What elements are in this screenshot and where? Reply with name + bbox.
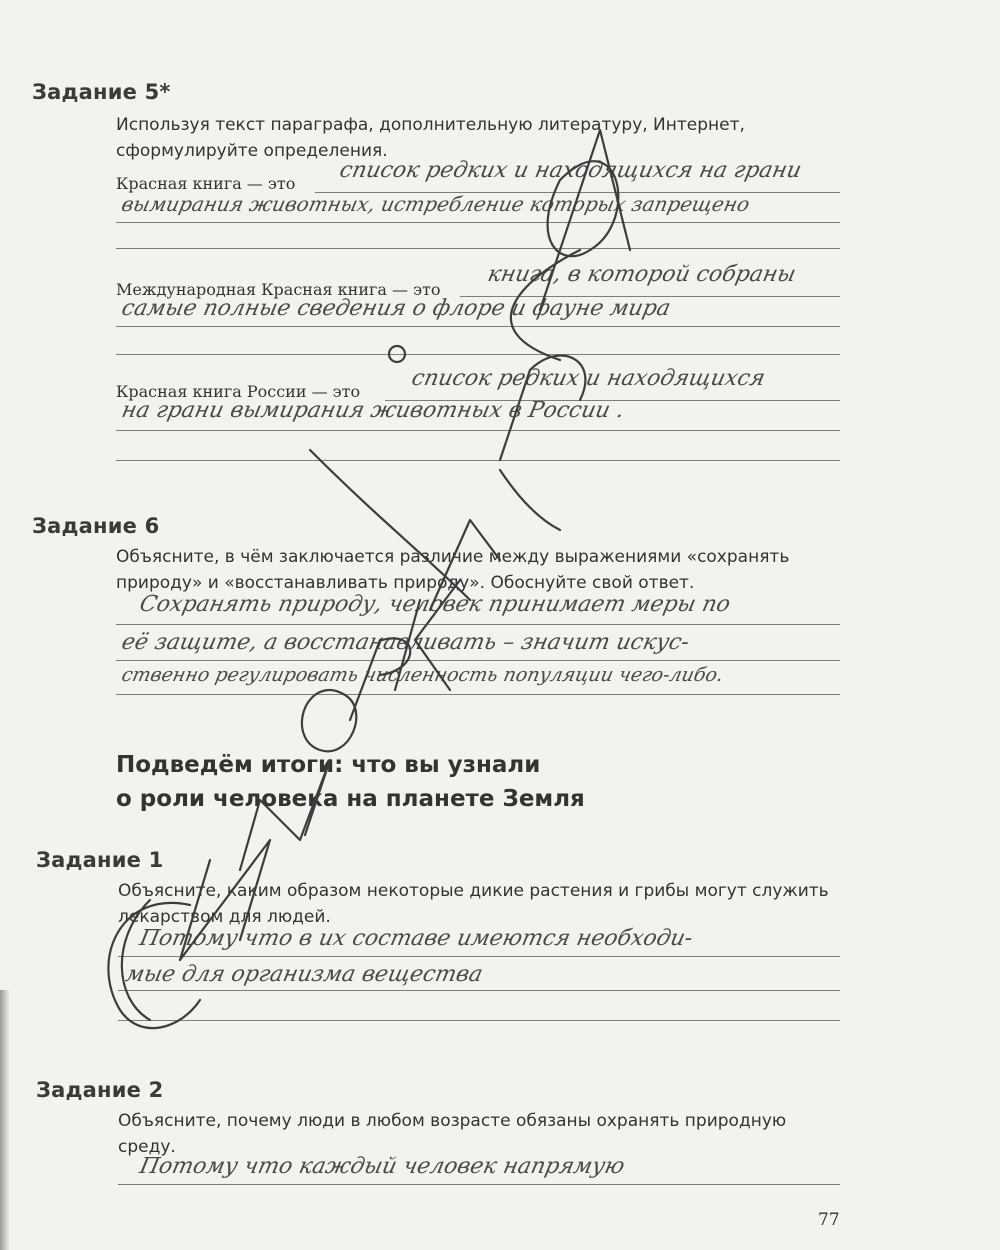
task5-answer-3b: на грани вымирания животных в России . [119,398,627,423]
task1-title: Задание 1 [36,848,164,872]
task5-answer-2b: самые полные сведения о флоре и фауне мира [119,296,673,321]
answer-line [116,624,840,625]
task5-answer-3a: список редких и находящихся [409,366,768,391]
page-number: 77 [818,1210,840,1230]
answer-line [116,694,840,695]
answer-line [118,1184,840,1185]
task5-title: Задание 5* [32,80,171,104]
task5-answer-2a: книга, в которой собраны [485,262,799,287]
task1-instruction: Объясните, каким образом некоторые дикие растения и грибы могут служить лекарством для людей. [118,881,829,927]
task6-answer-2: её защите, а восстанавливать – значит искус- [119,630,692,655]
answer-line [116,222,840,223]
task1-answer-1: Потому что в их составе имеются необходи- [137,926,695,951]
answer-line [116,354,840,355]
answer-line [116,660,840,661]
task5-label-intl-red-book: Международная Красная книга — это [116,280,441,299]
task6-answer-3: ственно регулировать численность популяции чего-либо. [119,664,726,686]
summary-heading-line2: о роли человека на планете Земля [116,786,585,812]
task6-instruction: Объясните, в чём заключается различие между выражениями «сохранять природу» и «восстанавливать природу». Обоснуйте свой ответ. [116,547,790,593]
task6-answer-1: Сохранять природу, человек принимает меры по [137,592,733,617]
answer-line [118,990,840,991]
task5-label-red-book: Красная книга — это [116,174,296,193]
task1-answer-2: мые для организма вещества [123,962,485,987]
task5-answer-1b: вымирания животных, истребление которых запрещено [119,192,752,216]
answer-line [116,326,840,327]
task2-instruction: Объясните, почему люди в любом возрасте обязаны охранять природную среду. [118,1111,787,1157]
answer-line [116,460,840,461]
task2-title: Задание 2 [36,1078,164,1102]
answer-line [118,1020,840,1021]
task6-title: Задание 6 [32,514,160,538]
task5-answer-1a: список редких и находящихся на грани [337,158,804,183]
answer-line [118,956,840,957]
answer-line [116,430,840,431]
task5-instruction: Используя текст параграфа, дополнительную литературу, Интернет, сформулируйте определения. [116,115,745,161]
task2-answer-1: Потому что каждый человек напрямую [137,1154,627,1179]
answer-line [116,248,840,249]
task5-label-russia-red-book: Красная книга России — это [116,382,361,401]
page-edge-shadow [0,990,10,1250]
summary-heading-line1: Подведём итоги: что вы узнали [116,752,541,778]
